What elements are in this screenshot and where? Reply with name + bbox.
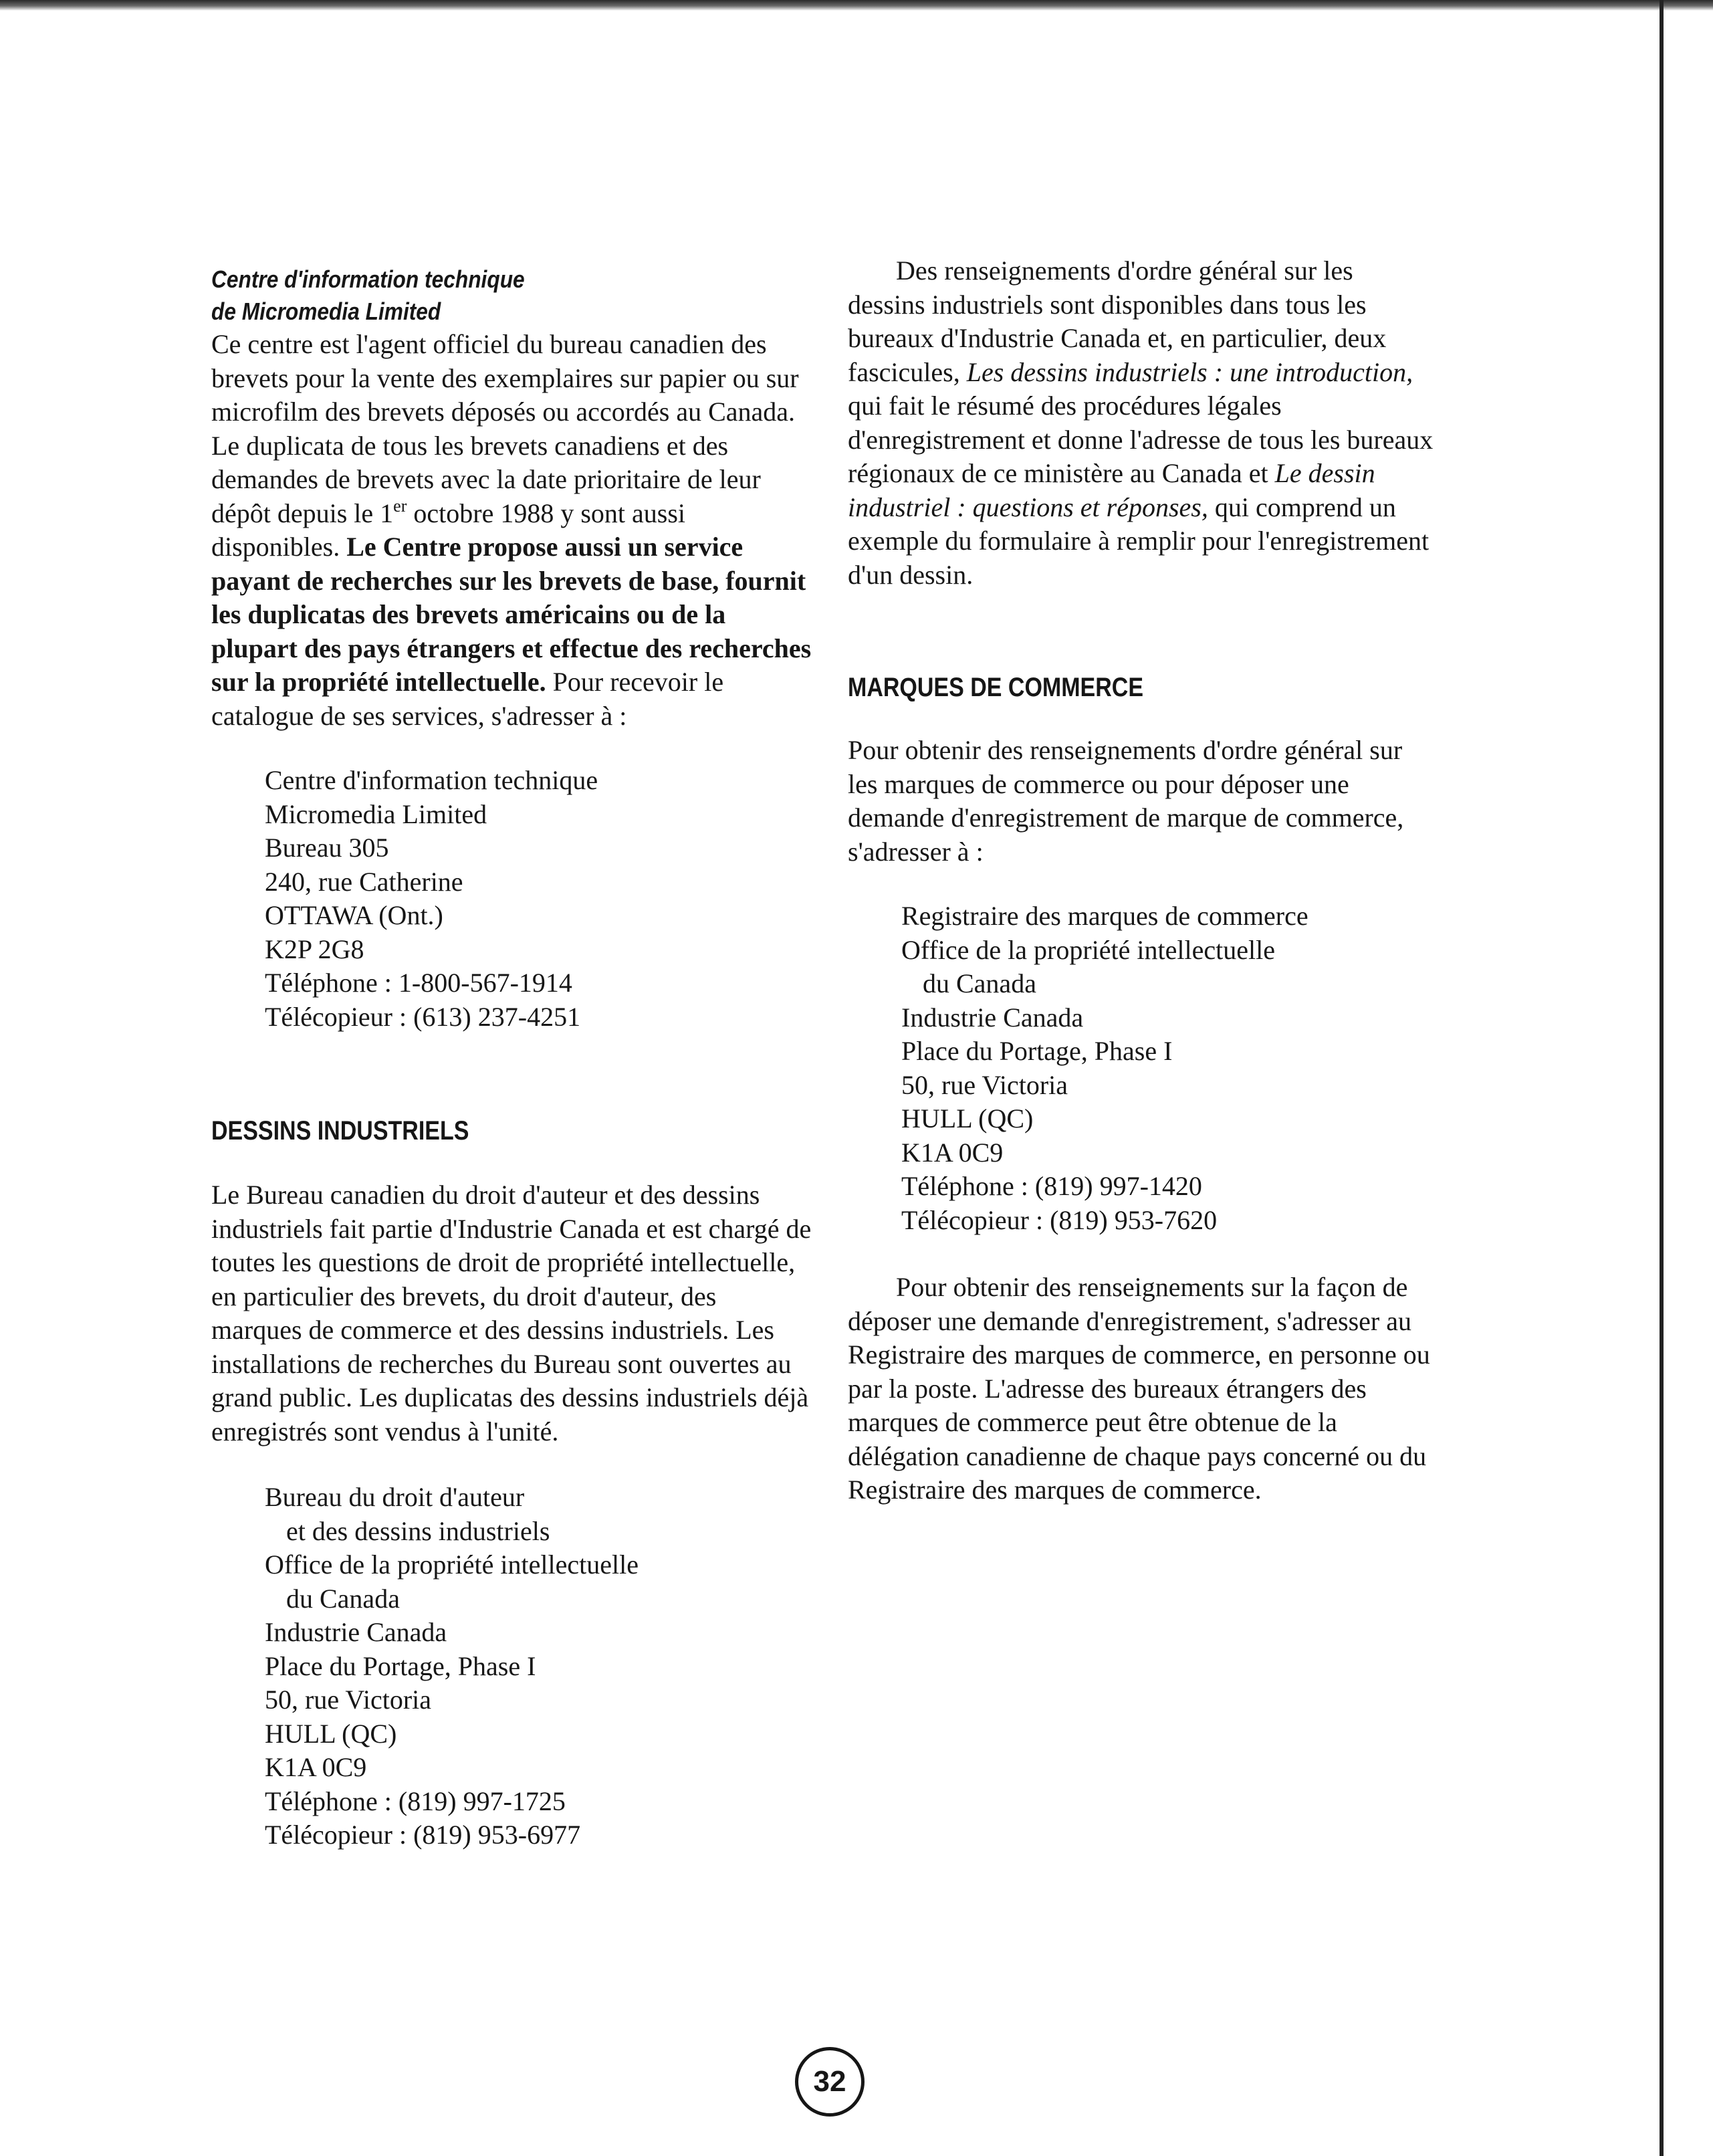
designs-address (211, 1481, 813, 1852)
designs-body: Le Bureau canadien du droit d'auteur et des dessins industriels fait partie d'Industrie Canada et est chargé de toutes les questions de droit de propriété intellectuelle, en particulier des brevets, du droit d'auteur, des marques de commerce et des dessins industriels. Les installations de recherches du Bureau sont ouvertes au grand public. Les duplicatas des dessins industriels déjà enregistrés sont vendus à l'unité. (211, 1180, 812, 1446)
trademarks-closing: Pour obtenir des renseignements sur la façon de déposer une demande d'enregistrement, s'adresser au Registraire des marques de commerce, en personne ou par la poste. L'adresse des bureaux étrangers des marques de commerce peut être obtenue de la délégation canadienne de chaque pays concerné ou du Registraire des marques de commerce. (848, 1272, 1430, 1505)
scan-top-edge (0, 0, 1713, 11)
micromedia-address-line: Téléphone : 1-800-567-1914 (265, 968, 572, 998)
designs-address-line: Télécopieur : (819) 953-6977 (265, 1820, 581, 1850)
micromedia-body-part3: Pour recevoir le catalogue de ses services, s'adresser à : (211, 667, 724, 731)
designs-info-part2: qui fait le résumé des procédures légales d'enregistrement et donne l'adresse de tous les bureaux régionaux de ce ministère au Canada et (848, 391, 1434, 488)
left-column (211, 263, 813, 1852)
designs-info-paragraph (848, 254, 1436, 592)
designs-address-line: Office de la propriété intellectuelle (265, 1549, 639, 1580)
right-column (848, 254, 1436, 1507)
trademarks-heading: MARQUES DE COMMERCE (848, 673, 1144, 702)
trademarks-address-line: Office de la propriété intellectuelle (901, 934, 1275, 965)
trademarks-address-line: K1A 0C9 (901, 1137, 1004, 1168)
designs-address-line: du Canada (286, 1583, 400, 1614)
micromedia-title-line2: de Micromedia Limited (211, 298, 441, 325)
micromedia-title-line1: Centre d'information technique (211, 265, 525, 293)
micromedia-address-line: 240, rue Catherine (265, 866, 463, 897)
trademarks-body: Pour obtenir des renseignements d'ordre général sur les marques de commerce ou pour déposer une demande d'enregistrement de marque de commerce, s'adresser à : (848, 735, 1404, 867)
micromedia-address-line: K2P 2G8 (265, 934, 364, 964)
trademarks-address-line: Industrie Canada (901, 1002, 1084, 1033)
micromedia-address-line: OTTAWA (Ont.) (265, 900, 443, 930)
trademarks-address-line: Registraire des marques de commerce (901, 901, 1308, 931)
trademarks-address-line: HULL (QC) (901, 1103, 1034, 1134)
designs-info-title1: Les dessins industriels : une introduction, (966, 356, 1413, 387)
designs-address-line: et des dessins industriels (286, 1515, 550, 1546)
trademarks-address (848, 899, 1436, 1237)
micromedia-body-sup: er (393, 496, 407, 516)
designs-address-line: Téléphone : (819) 997-1725 (265, 1786, 566, 1816)
page-number: 32 (795, 2047, 865, 2117)
designs-address-line: K1A 0C9 (265, 1752, 367, 1782)
micromedia-address-line: Centre d'information technique (265, 765, 598, 795)
scan-right-edge (1660, 0, 1664, 2156)
designs-address-line: Place du Portage, Phase I (265, 1650, 536, 1681)
micromedia-body-part2: octobre 1988 y sont aussi disponibles. (211, 498, 685, 562)
micromedia-body-part1: Ce centre est l'agent officiel du bureau canadien des brevets pour la vente des exemplaires sur papier ou sur microfilm des brevets déposés ou accordés au Canada. Le duplicata de tous les brevets canadiens et des demandes de brevets avec la date prioritaire de leur dépôt depuis le 1 (211, 329, 799, 528)
designs-info-part3: qui comprend un exemple du formulaire à remplir pour l'enregistrement d'un dessin. (848, 492, 1430, 590)
micromedia-address (211, 764, 813, 1034)
designs-address-line: Bureau du droit d'auteur (265, 1482, 525, 1512)
designs-info-part1: Des renseignements d'ordre général sur les dessins industriels sont disponibles dans tous les bureaux d'Industrie Canada et, en particulier, deux fascicules, (848, 255, 1387, 387)
designs-info-title2: Le dessin industriel : questions et réponses, (848, 458, 1375, 522)
designs-address-line: 50, rue Victoria (265, 1685, 432, 1715)
designs-address-line: Industrie Canada (265, 1617, 447, 1647)
micromedia-address-line: Micromedia Limited (265, 798, 487, 829)
trademarks-address-line: 50, rue Victoria (901, 1069, 1068, 1100)
designs-heading: DESSINS INDUSTRIELS (211, 1116, 469, 1146)
micromedia-address-line: Télécopieur : (613) 237-4251 (265, 1001, 581, 1032)
micromedia-body (211, 328, 813, 733)
micromedia-body-bold: Le Centre propose aussi un service payant de recherches sur les brevets de base, fournit les duplicatas des brevets américains ou de la plupart des pays étrangers et effectue des recherches sur la propriété intellectuelle. (211, 532, 812, 697)
trademarks-address-line: Place du Portage, Phase I (901, 1036, 1173, 1066)
micromedia-address-line: Bureau 305 (265, 833, 389, 863)
trademarks-address-line: Téléphone : (819) 997-1420 (901, 1171, 1202, 1201)
designs-address-line: HULL (QC) (265, 1718, 397, 1749)
trademarks-address-line: Télécopieur : (819) 953-7620 (901, 1204, 1218, 1235)
trademarks-address-line: du Canada (923, 968, 1036, 998)
